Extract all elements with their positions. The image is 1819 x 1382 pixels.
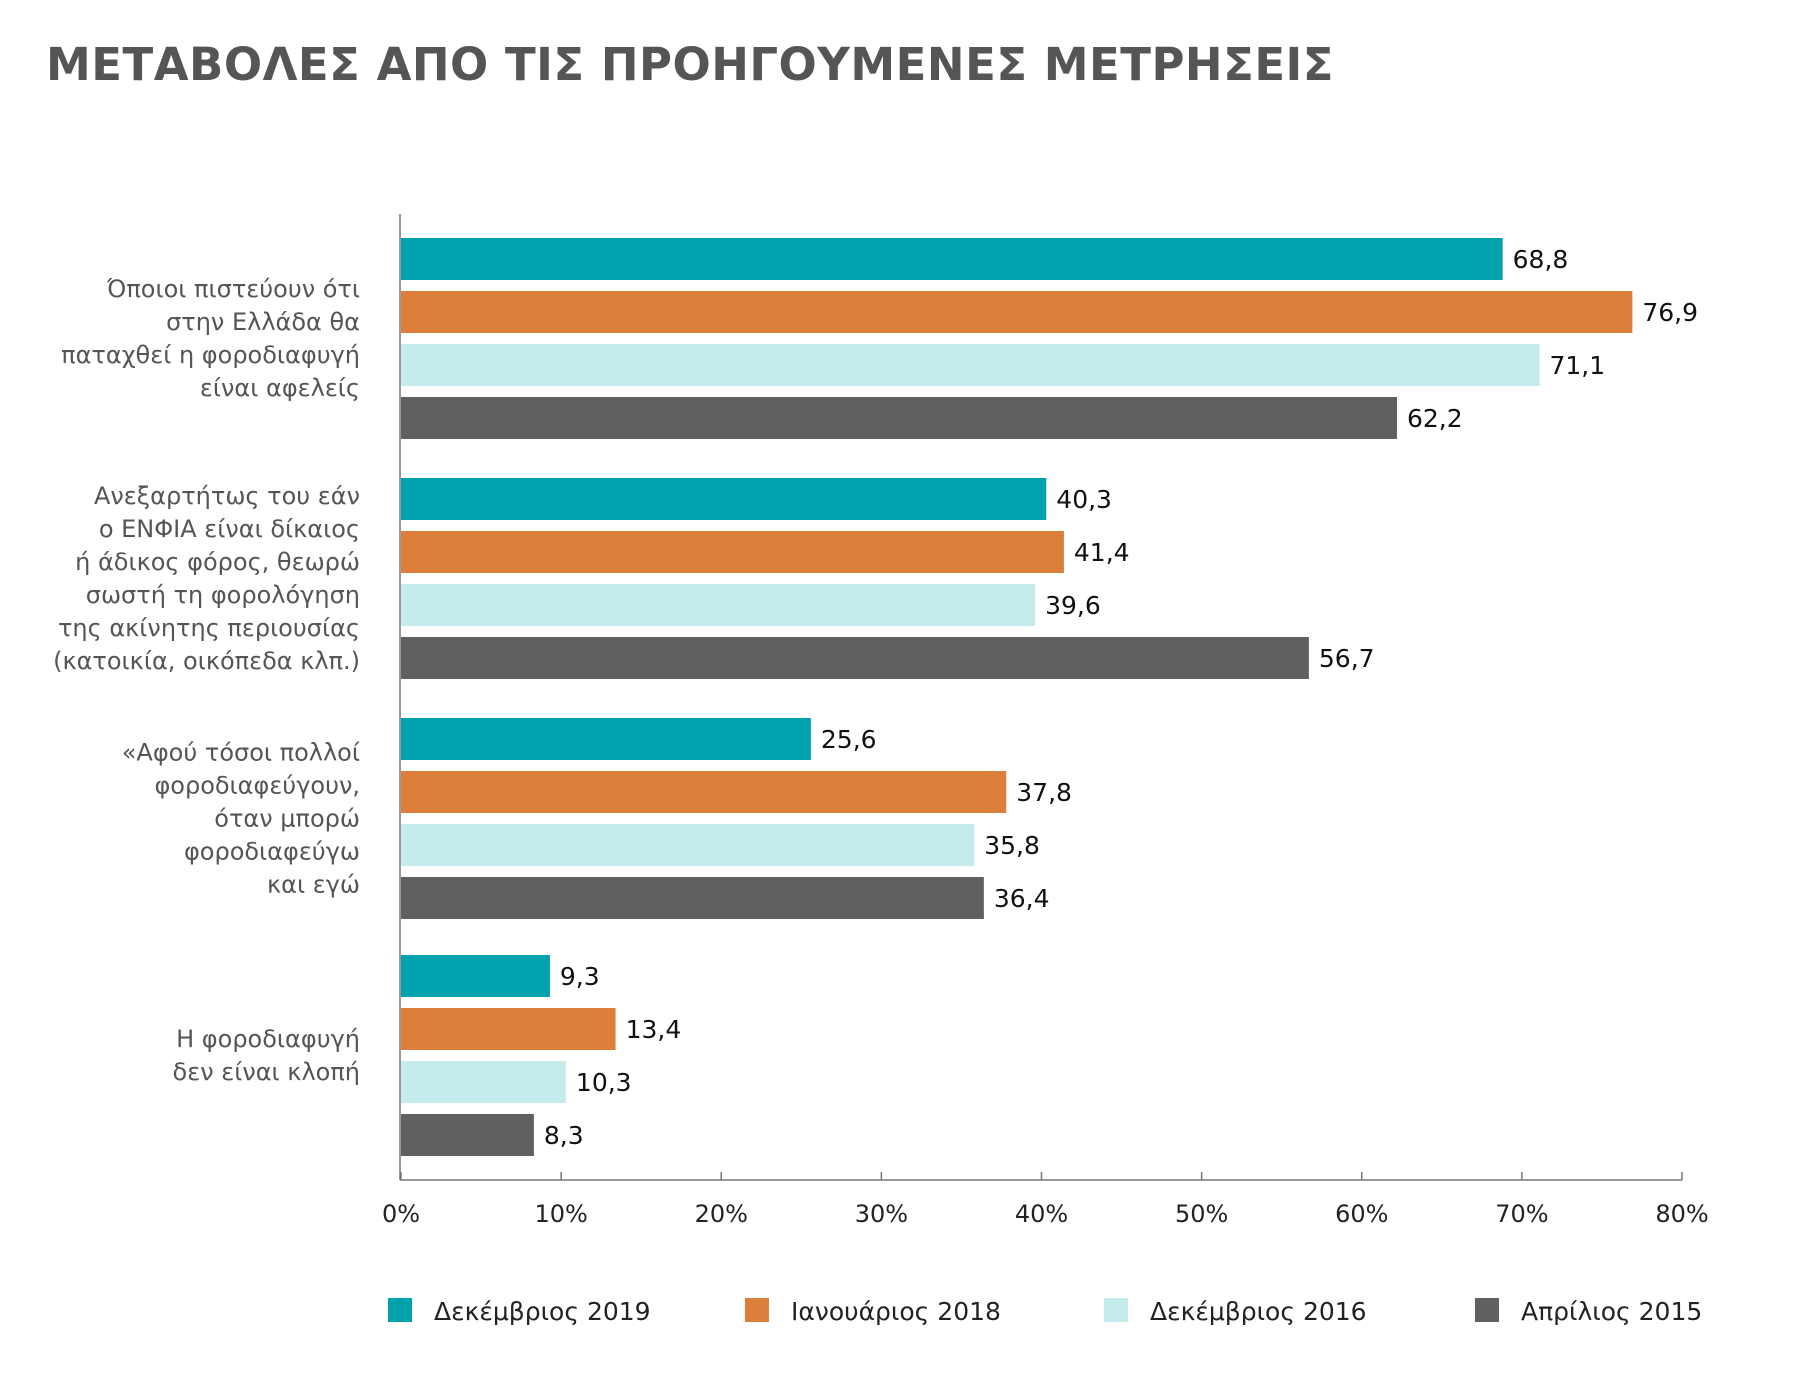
x-tick-label: 30% bbox=[854, 1200, 909, 1228]
bar bbox=[401, 584, 1035, 626]
value-label: 76,9 bbox=[1642, 298, 1699, 327]
bar bbox=[401, 718, 811, 760]
x-tick-label: 70% bbox=[1495, 1200, 1549, 1228]
value-label: 62,2 bbox=[1406, 404, 1463, 433]
x-tick-label: 10% bbox=[534, 1200, 588, 1228]
bar bbox=[401, 877, 984, 919]
chart-title: ΜΕΤΑΒΟΛΕΣ ΑΠΟ ΤΙΣ ΠΡΟΗΓΟΥΜΕΝΕΣ ΜΕΤΡΗΣΕΙΣ bbox=[46, 38, 1335, 91]
legend-label: Δεκέμβριος 2016 bbox=[1150, 1297, 1367, 1326]
x-tick-label: 0% bbox=[381, 1200, 421, 1228]
value-label: 39,6 bbox=[1045, 591, 1101, 620]
bar bbox=[401, 238, 1503, 280]
category-label: «Αφού τόσοι πολλοί φοροδιαφεύγουν, όταν μπορώ φοροδιαφεύγω και εγώ bbox=[121, 738, 360, 899]
value-label: 56,7 bbox=[1318, 644, 1375, 673]
x-tick-label: 50% bbox=[1174, 1200, 1229, 1228]
value-label: 37,8 bbox=[1016, 778, 1072, 807]
bar bbox=[401, 478, 1046, 520]
legend-swatch bbox=[1104, 1298, 1128, 1322]
bar bbox=[401, 1008, 616, 1050]
bars-layer bbox=[401, 238, 1632, 1156]
bar bbox=[401, 637, 1309, 679]
legend-swatch bbox=[388, 1298, 412, 1322]
value-label: 8,3 bbox=[543, 1121, 584, 1150]
value-label: 9,3 bbox=[559, 962, 600, 991]
value-label: 41,4 bbox=[1073, 538, 1130, 567]
bar bbox=[401, 955, 550, 997]
bar bbox=[401, 531, 1064, 573]
bar bbox=[401, 397, 1397, 439]
value-label: 10,3 bbox=[575, 1068, 632, 1097]
value-label: 71,1 bbox=[1549, 351, 1606, 380]
x-tick-label: 80% bbox=[1655, 1200, 1709, 1228]
legend-label: Απρίλιος 2015 bbox=[1521, 1297, 1703, 1326]
legend-label: Ιανουάριος 2018 bbox=[791, 1297, 1001, 1326]
bar bbox=[401, 291, 1632, 333]
legend-swatch bbox=[1475, 1298, 1499, 1322]
value-label: 35,8 bbox=[984, 831, 1040, 860]
x-tick-label: 40% bbox=[1014, 1200, 1069, 1228]
x-tick-label: 20% bbox=[694, 1200, 748, 1228]
value-label: 40,3 bbox=[1056, 485, 1112, 514]
legend bbox=[388, 1297, 1702, 1326]
value-label: 36,4 bbox=[993, 884, 1050, 913]
value-label: 13,4 bbox=[625, 1015, 682, 1044]
bar bbox=[401, 1061, 566, 1103]
category-labels-layer bbox=[53, 275, 360, 1086]
bar bbox=[401, 344, 1539, 386]
value-label: 68,8 bbox=[1512, 245, 1569, 274]
category-label: Η φοροδιαφυγή δεν είναι κλοπή bbox=[172, 1025, 360, 1086]
legend-swatch bbox=[745, 1298, 769, 1322]
bar bbox=[401, 771, 1006, 813]
category-label: Ανεξαρτήτως του εάν ο ΕΝΦΙΑ είναι δίκαιος ή άδικος φόρος, θεωρώ σωστή τη φορολόγηση της ακίνητης περιουσίας (κατοικία, οικόπεδα κλπ.) bbox=[53, 482, 360, 675]
value-label: 25,6 bbox=[820, 725, 877, 754]
bar bbox=[401, 824, 974, 866]
bar bbox=[401, 1114, 534, 1156]
x-tick-label: 60% bbox=[1335, 1200, 1389, 1228]
legend-label: Δεκέμβριος 2019 bbox=[434, 1297, 651, 1326]
category-label: Όποιοι πιστεύουν ότι στην Ελλάδα θα παταχθεί η φοροδιαφυγή είναι αφελείς bbox=[61, 275, 360, 402]
